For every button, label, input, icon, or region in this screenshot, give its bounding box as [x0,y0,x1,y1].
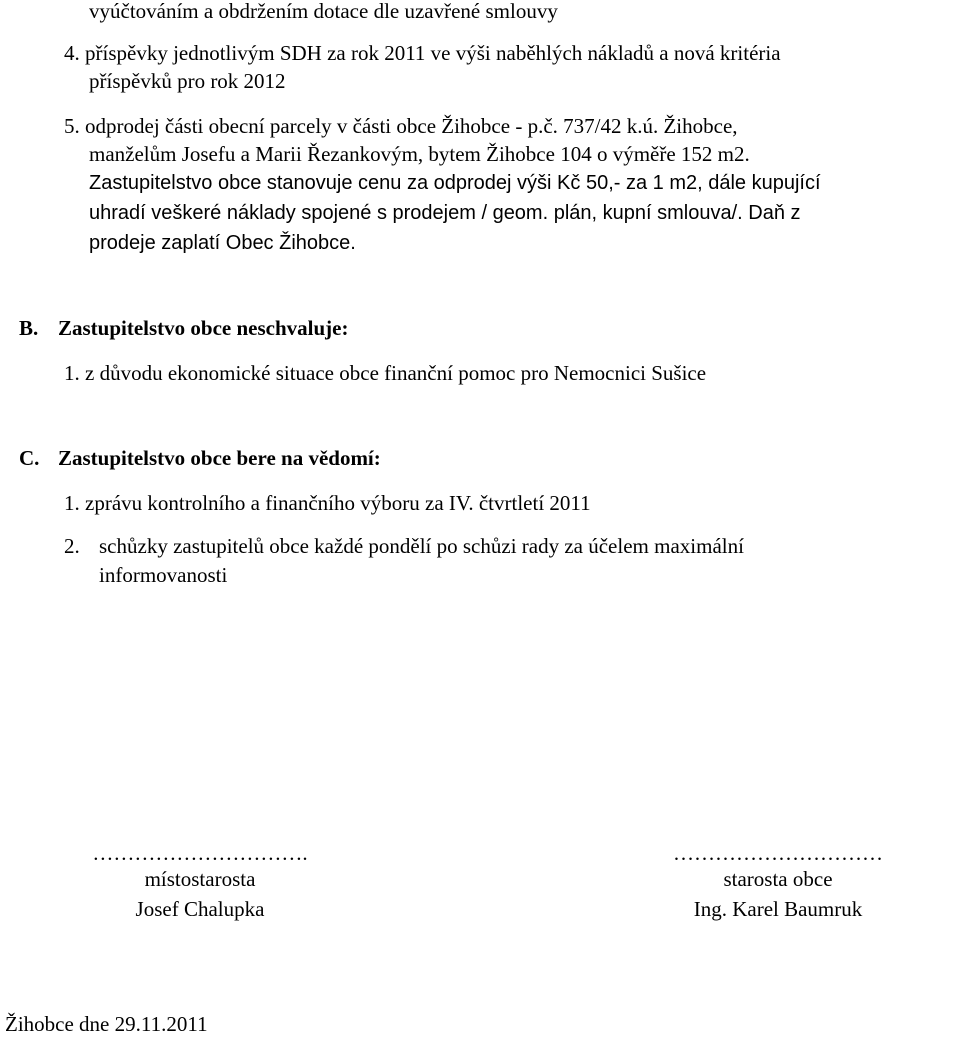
section-b-item-1: 1. z důvodu ekonomické situace obce finanční pomoc pro Nemocnici Sušice [64,361,707,385]
section-c-item-2-line-2: informovanosti [99,563,228,587]
continuation-line: vyúčtováním a obdržením dotace dle uzavřené smlouvy [89,0,558,23]
section-b-heading: Zastupitelstvo obce neschvaluje: [58,316,349,340]
section-b-letter: B. [19,316,39,340]
section-c-heading: Zastupitelstvo obce bere na vědomí: [58,446,381,470]
signature-name-left: Josef Chalupka [135,897,265,921]
place-and-date: Žihobce dne 29.11.2011 [5,1012,208,1036]
signature-line-left: …………………………. [92,841,308,865]
item-4-line-2: příspěvků pro rok 2012 [89,69,286,93]
section-c-item-2-line-1: schůzky zastupitelů obce každé pondělí po schůzi rady za účelem maximální [99,534,744,558]
item-5-line-3: Zastupitelstvo obce stanovuje cenu za odprodej výši Kč 50,- za 1 m2, dále kupující [89,172,821,194]
item-5-line-5: prodeje zaplatí Obec Žihobce. [89,232,356,254]
section-c-letter: C. [19,446,40,470]
item-4-line-1: 4. příspěvky jednotlivým SDH za rok 2011 ve výši naběhlých nákladů a nová kritéria [64,41,781,65]
section-c-item-2-number: 2. [64,534,80,558]
signature-title-right: starosta obce [723,867,833,891]
signature-line-right: ………………………… [673,841,883,865]
signature-title-left: místostarosta [144,867,256,891]
section-c-item-1: 1. zprávu kontrolního a finančního výboru za IV. čtvrtletí 2011 [64,491,591,515]
item-5-line-1: 5. odprodej části obecní parcely v části obce Žihobce - p.č. 737/42 k.ú. Žihobce, [64,114,738,138]
item-5-line-2: manželům Josefu a Marii Řezankovým, bytem Žihobce 104 o výměře 152 m2. [89,142,750,166]
signature-name-right: Ing. Karel Baumruk [693,897,863,921]
item-5-line-4: uhradí veškeré náklady spojené s prodejem / geom. plán, kupní smlouva/. Daň z [89,202,801,224]
